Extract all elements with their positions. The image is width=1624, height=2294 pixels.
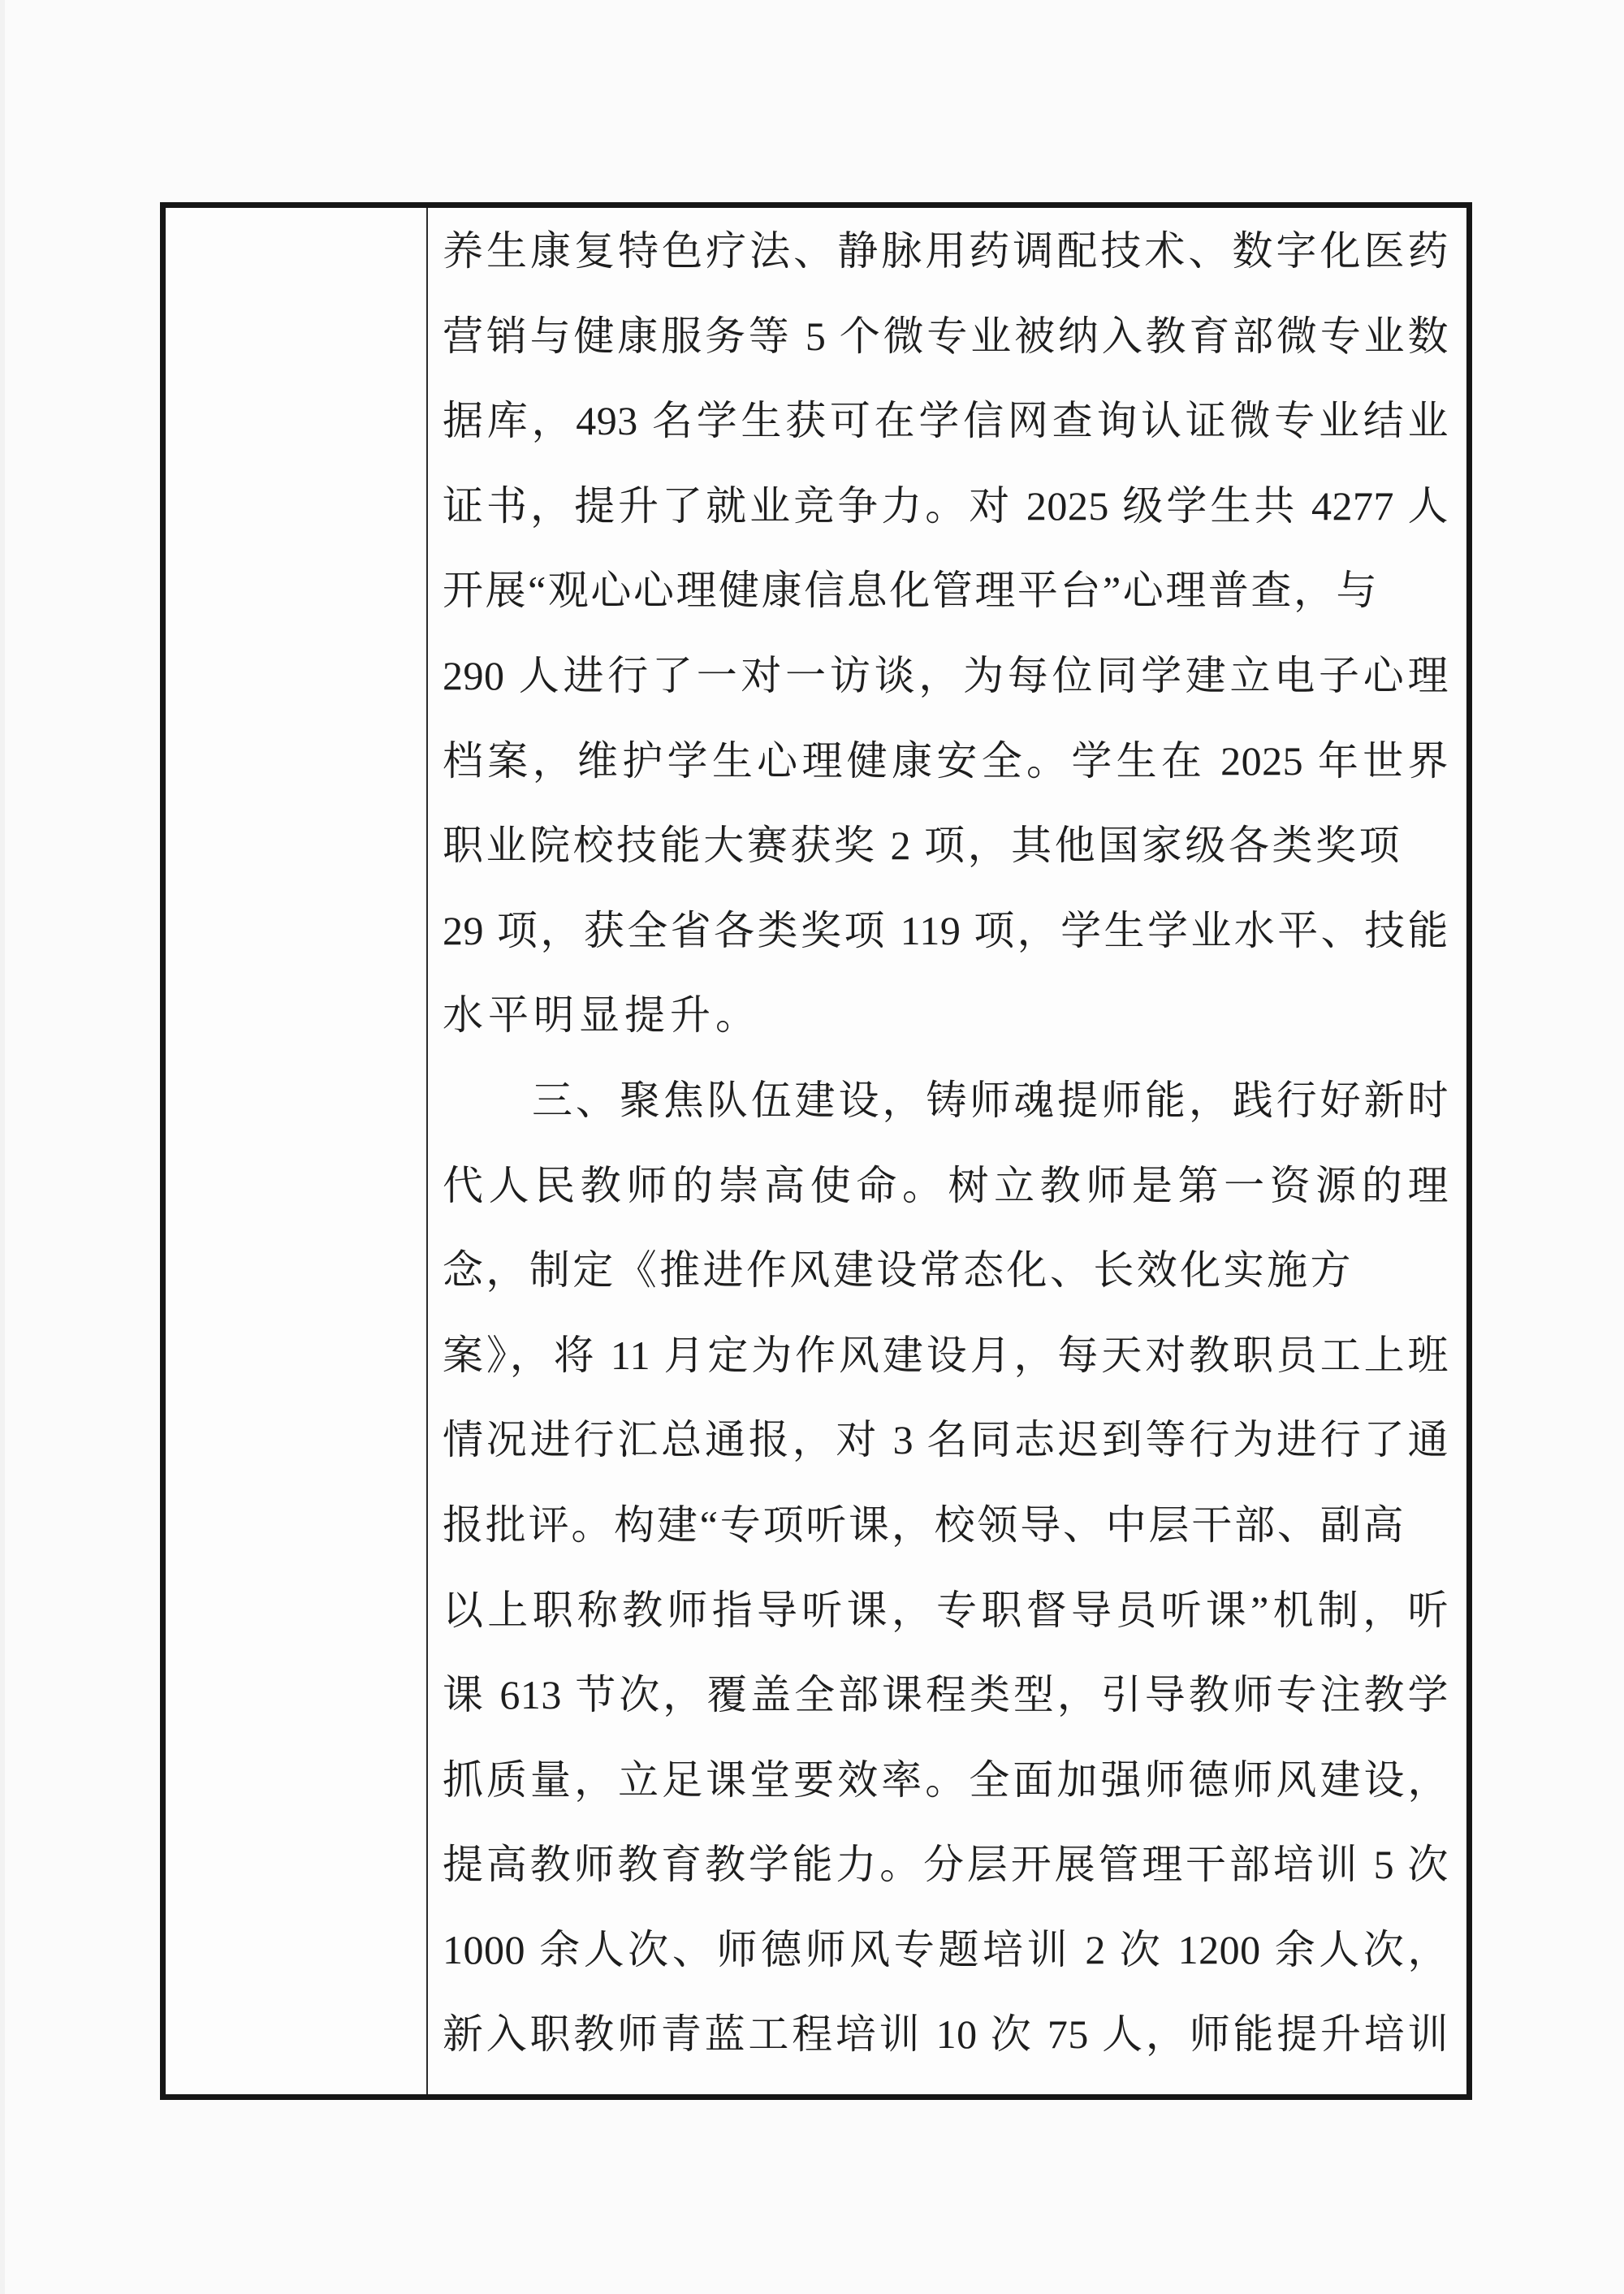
text-line: 案》，将 11 月定为作风建设月，每天对教职员工上班 <box>443 1332 1449 1378</box>
text-line: 证书，提升了就业竞争力。对 2025 级学生共 4277 人 <box>443 482 1449 529</box>
text-line: 念，制定《推进作风建设常态化、长效化实施方 <box>443 1247 1351 1294</box>
text-line: 以上职称教师指导听课，专职督导员听课”机制，听 <box>443 1587 1449 1633</box>
text-line: 据库，493 名学生获可在学信网查询认证微专业结业 <box>443 398 1449 444</box>
text-line: 营销与健康服务等 5 个微专业被纳入教育部微专业数 <box>443 313 1449 359</box>
text-line: 养生康复特色疗法、静脉用药调配技术、数字化医药 <box>443 228 1449 274</box>
text-line: 新入职教师青蓝工程培训 10 次 75 人，师能提升培训 <box>443 2011 1449 2058</box>
text-line: 课 613 节次，覆盖全部课程类型，引导教师专注教学 <box>443 1672 1449 1718</box>
text-line: 1000 余人次、师德师风专题培训 2 次 1200 余人次， <box>443 1926 1449 1972</box>
report-table <box>160 202 1472 2100</box>
text-line: 29 项，获全省各类奖项 119 项，学生学业水平、技能 <box>443 907 1449 953</box>
text-line: 三、聚焦队伍建设，铸师魂提师能，践行好新时 <box>532 1077 1449 1123</box>
text-line: 代人民教师的崇高使命。树立教师是第一资源的理 <box>443 1162 1449 1208</box>
text-line: 提高教师教育教学能力。分层开展管理干部培训 5 次 <box>443 1842 1449 1888</box>
text-line: 开展“观心心理健康信息化管理平台”心理普查，与 <box>443 568 1377 614</box>
text-line: 报批评。构建“专项听课，校领导、中层干部、副高 <box>443 1501 1404 1548</box>
text-line: 档案，维护学生心理健康安全。学生在 2025 年世界 <box>443 737 1449 784</box>
scan-edge-artifact <box>0 0 5 2294</box>
text-line: 情况进行汇总通报，对 3 名同志迟到等行为进行了通 <box>443 1417 1449 1463</box>
table-label-cell <box>166 208 428 2094</box>
text-line: 抓质量，立足课堂要效率。全面加强师德师风建设， <box>443 1756 1449 1803</box>
table-content-cell <box>428 208 1466 2094</box>
text-line: 职业院校技能大赛获奖 2 项，其他国家级各类奖项 <box>443 823 1400 869</box>
text-line: 290 人进行了一对一访谈，为每位同学建立电子心理 <box>443 652 1449 698</box>
text-line: 水平明显提升。 <box>443 992 761 1039</box>
